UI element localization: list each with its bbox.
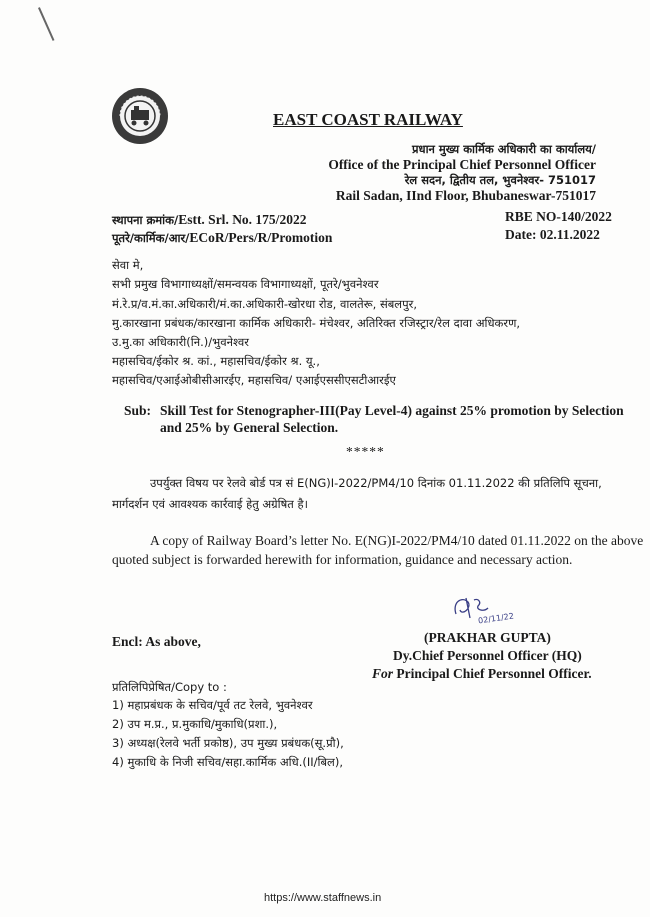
- addressee-line: मं.रे.प्र/व.मं.का.अधिकारी/मं.का.अधिकारी-खोरधा रोड, वालतेरू, संबलपुर,: [112, 297, 417, 311]
- copy-item: 4) मुकाधि के निजी सचिव/सहा.कार्मिक अधि.(II/बिल),: [112, 755, 343, 769]
- letter-date: Date: 02.11.2022: [505, 227, 600, 242]
- for-prefix: For: [372, 666, 394, 681]
- copy-heading: प्रतिलिपिप्रेषित/Copy to :: [112, 680, 227, 694]
- separator-stars: *****: [346, 444, 385, 459]
- office-hindi: प्रधान मुख्य कार्मिक अधिकारी का कार्यालय/: [411, 142, 596, 156]
- subject-line: and 25% by General Selection.: [160, 420, 339, 435]
- signature-date: 02/11/22: [477, 611, 515, 626]
- body-hindi-line: मार्गदर्शन एवं आवश्यक कार्रवाई हेतु अग्रेषित है।: [112, 497, 308, 511]
- railway-logo-icon: [110, 86, 170, 146]
- body-english-line: quoted subject is forwarded herewith for information, guidance and necessary action.: [112, 552, 573, 567]
- footer-url: https://www.staffnews.in: [264, 892, 382, 904]
- addressee-line: सभी प्रमुख विभागाध्यक्षों/समन्वयक विभागाध्यक्षों, पूतरे/भुवनेश्वर: [112, 277, 379, 291]
- signatory-for-line: [372, 666, 592, 682]
- for-office: Principal Chief Personnel Officer.: [393, 666, 592, 681]
- rbe-number: RBE NO-140/2022: [505, 209, 612, 224]
- addressee-line: उ.मु.का अधिकारी(नि.)/भुवनेश्वर: [112, 335, 249, 349]
- estt-ref-english: Estt. Srl. No. 175/2022: [178, 212, 307, 227]
- org-title: EAST COAST RAILWAY: [273, 110, 463, 129]
- addressee-line: सेवा मे,: [112, 258, 144, 272]
- body-english-line: A copy of Railway Board’s letter No. E(NG)I-2022/PM4/10 dated 01.11.2022 on the above: [150, 533, 644, 548]
- signatory-name: (PRAKHAR GUPTA): [424, 630, 551, 645]
- copy-item: 2) उप म.प्र., प्र.मुकाधि/मुकाधि(प्रशा.),: [112, 717, 278, 731]
- body-hindi-line: उपर्युक्त विषय पर रेलवे बोर्ड पत्र सं E(NG)I-2022/PM4/10 दिनांक 01.11.2022 की प्रतिलिपि सूचना,: [150, 476, 602, 490]
- addressee-line: मु.कारखाना प्रबंधक/कारखाना कार्मिक अधिकारी- मंचेश्वर, अतिरिक्त रजिस्ट्रार/रेल दावा अधिकरण,: [112, 316, 521, 330]
- estt-ref-hindi: स्थापना क्रमांक/: [112, 213, 179, 227]
- file-ref: [112, 227, 332, 246]
- address-english: Rail Sadan, IInd Floor, Bhubaneswar-751017: [335, 188, 596, 203]
- addressee-line: महासचिव/एआईओबीसीआरईए, महासचिव/ एआईएससीएसटीआरईए: [112, 373, 396, 387]
- file-ref-english: ECoR/Pers/R/Promotion: [189, 230, 333, 245]
- signatory-designation: Dy.Chief Personnel Officer (HQ): [393, 648, 582, 663]
- copy-item: 3) अध्यक्ष(रेलवे भर्ती प्रकोष्ठ), उप मुख्य प्रबंधक(सू.प्रौ),: [112, 736, 344, 750]
- office-english: Office of the Principal Chief Personnel Officer: [328, 157, 596, 172]
- estt-ref: [112, 209, 306, 228]
- subject-label: Sub:: [124, 403, 152, 418]
- address-hindi: रेल सदन, द्वितीय तल, भुवनेश्वर- 751017: [404, 173, 596, 187]
- subject-line: Skill Test for Stenographer-III(Pay Level-4) against 25% promotion by Selection: [160, 403, 624, 418]
- file-ref-hindi: पूतरे/कार्मिक/आर/: [112, 231, 190, 245]
- scan-mark: [38, 7, 54, 41]
- enclosure-note: Encl: As above,: [112, 634, 201, 649]
- addressee-line: महासचिव/ईकोर श्र. कां., महासचिव/ईकोर श्र. यू.,: [112, 354, 320, 368]
- copy-item: 1) महाप्रबंधक के सचिव/पूर्व तट रेलवे, भुवनेश्वर: [112, 698, 313, 712]
